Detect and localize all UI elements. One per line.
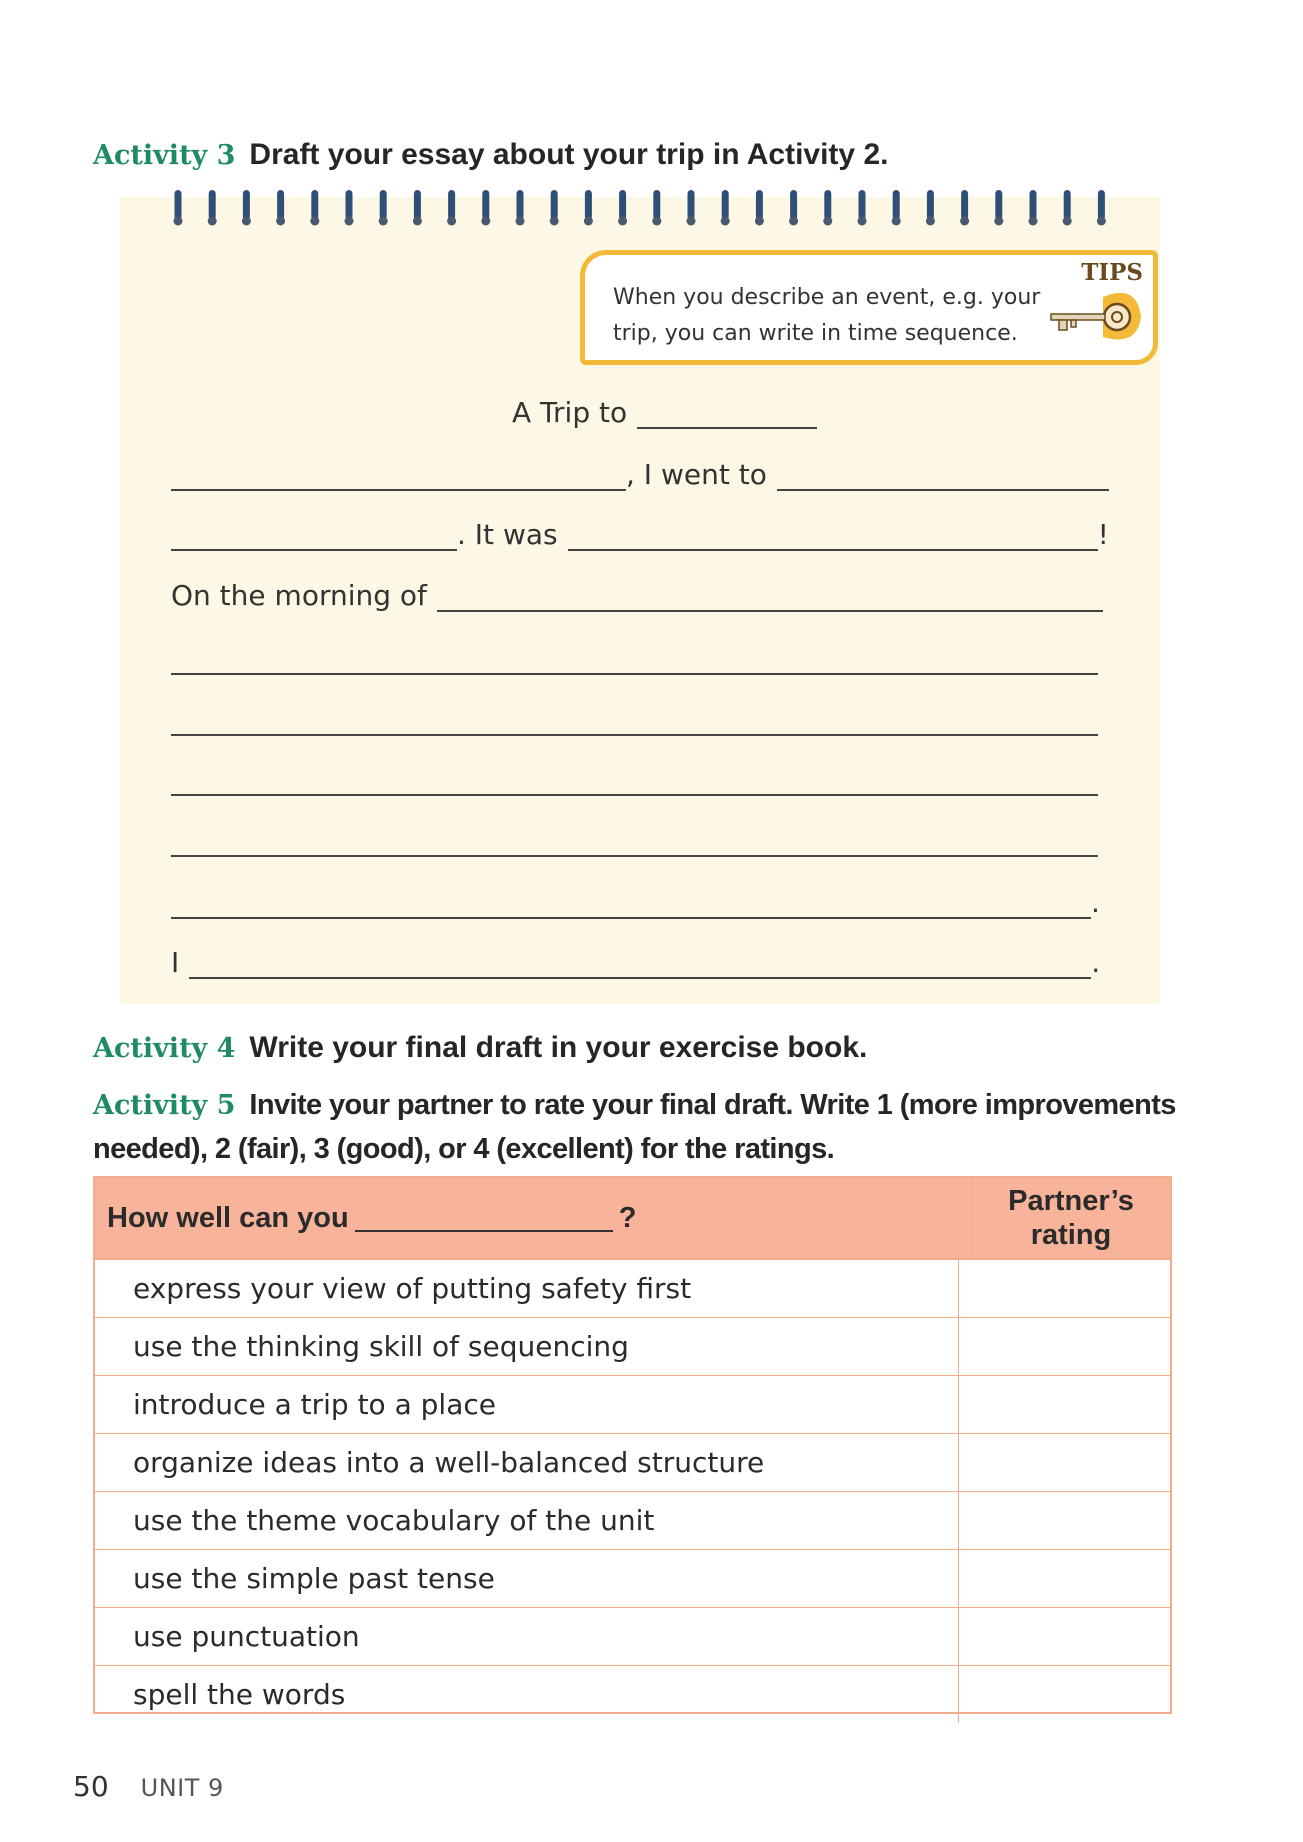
activity-3-heading xyxy=(93,138,1243,172)
writing-line[interactable] xyxy=(171,734,1098,736)
page-footer xyxy=(73,1770,224,1803)
spiral-ring xyxy=(823,190,832,226)
activity-5-instruction-line1: Invite your partner to rate your final draft. Write 1 (more improvements xyxy=(249,1089,1176,1121)
rating-column-header: Partner’s rating xyxy=(1008,1185,1134,1251)
spiral-ring xyxy=(174,190,183,226)
rating-cell[interactable] xyxy=(959,1318,1170,1375)
table-row xyxy=(95,1434,1170,1492)
skill-cell: use the simple past tense xyxy=(95,1550,959,1607)
feeling-blank[interactable] xyxy=(568,521,1098,551)
spiral-ring xyxy=(926,190,935,226)
spiral-ring xyxy=(550,190,559,226)
tips-dashed-border xyxy=(615,255,1123,258)
rating-cell[interactable] xyxy=(959,1608,1170,1665)
activity-5-label: Activity 5 xyxy=(93,1090,236,1121)
spiral-ring xyxy=(310,190,319,226)
essay-line-it-was xyxy=(171,518,1109,551)
spiral-ring xyxy=(1063,190,1072,226)
writing-line[interactable] xyxy=(171,855,1098,857)
essay-title-prefix: A Trip to xyxy=(512,396,628,429)
activity-4-label: Activity 4 xyxy=(93,1033,236,1064)
skill-cell: introduce a trip to a place xyxy=(95,1376,959,1433)
spiral-ring xyxy=(858,190,867,226)
table-row xyxy=(95,1318,1170,1376)
morning-of-text: On the morning of xyxy=(171,579,427,612)
rating-cell[interactable] xyxy=(959,1376,1170,1433)
spiral-ring xyxy=(242,190,251,226)
period-mark: . xyxy=(1091,886,1100,919)
spiral-ring xyxy=(481,190,490,226)
spiral-binding xyxy=(166,188,1126,228)
rating-cell[interactable] xyxy=(959,1550,1170,1607)
activity-4-instruction: Write your final draft in your exercise book. xyxy=(249,1031,868,1064)
header-blank xyxy=(355,1204,613,1232)
spiral-ring xyxy=(789,190,798,226)
spiral-ring xyxy=(276,190,285,226)
spiral-ring xyxy=(208,190,217,226)
table-header xyxy=(95,1178,1170,1260)
unit-label: UNIT 9 xyxy=(140,1774,224,1802)
rating-table xyxy=(93,1176,1172,1714)
spiral-ring xyxy=(652,190,661,226)
trip-destination-blank[interactable] xyxy=(637,399,817,429)
spiral-ring xyxy=(1029,190,1038,226)
rating-cell[interactable] xyxy=(959,1666,1170,1723)
skill-cell: use punctuation xyxy=(95,1608,959,1665)
skill-cell: organize ideas into a well-balanced structure xyxy=(95,1434,959,1491)
activity-5-heading-continued xyxy=(93,1133,1243,1166)
tips-text: When you describe an event, e.g. your trip, you can write in time sequence. xyxy=(613,285,1041,346)
header-prefix: How well can you xyxy=(107,1201,349,1234)
exclaim-mark: ! xyxy=(1097,518,1109,551)
period-mark: . xyxy=(1091,946,1101,979)
spiral-ring xyxy=(516,190,525,226)
writing-line[interactable] xyxy=(171,794,1098,796)
activity-5-heading xyxy=(93,1089,1243,1122)
table-row xyxy=(95,1376,1170,1434)
spiral-ring xyxy=(721,190,730,226)
skill-cell: use the thinking skill of sequencing xyxy=(95,1318,959,1375)
table-row xyxy=(95,1666,1170,1723)
rating-cell[interactable] xyxy=(959,1434,1170,1491)
table-row xyxy=(95,1260,1170,1318)
activity-3-label: Activity 3 xyxy=(93,140,236,171)
essay-title-row xyxy=(512,396,817,429)
spiral-ring xyxy=(892,190,901,226)
tips-box xyxy=(580,250,1158,365)
place-continued-blank[interactable] xyxy=(171,521,457,551)
essay-line-went-to xyxy=(171,458,1109,491)
spiral-ring xyxy=(994,190,1003,226)
table-row xyxy=(95,1492,1170,1550)
spiral-ring xyxy=(687,190,696,226)
tips-title: TIPS xyxy=(1081,259,1143,286)
rating-cell[interactable] xyxy=(959,1260,1170,1317)
conclusion-blank[interactable] xyxy=(189,949,1091,979)
essay-line-morning xyxy=(171,579,1103,612)
activity-4-heading xyxy=(93,1031,1243,1065)
spiral-ring xyxy=(1097,190,1106,226)
spiral-ring xyxy=(447,190,456,226)
place-blank[interactable] xyxy=(777,461,1109,491)
i-text: I xyxy=(171,946,180,979)
key-icon xyxy=(1045,287,1145,347)
spiral-ring xyxy=(413,190,422,226)
date-blank[interactable] xyxy=(171,461,626,491)
writing-line[interactable] xyxy=(171,889,1091,919)
writing-line[interactable] xyxy=(171,673,1098,675)
went-to-text: , I went to xyxy=(626,458,767,491)
spiral-ring xyxy=(584,190,593,226)
activity-3-instruction: Draft your essay about your trip in Activity 2. xyxy=(249,138,889,171)
skill-cell: express your view of putting safety first xyxy=(95,1260,959,1317)
spiral-ring xyxy=(345,190,354,226)
activity-5-instruction-line2: needed), 2 (fair), 3 (good), or 4 (excellent) for the ratings. xyxy=(93,1133,835,1165)
essay-line-end xyxy=(171,886,1100,919)
skill-cell: spell the words xyxy=(95,1666,959,1723)
skill-column-header xyxy=(95,1178,972,1258)
rating-cell[interactable] xyxy=(959,1492,1170,1549)
table-row xyxy=(95,1608,1170,1666)
page-number: 50 xyxy=(73,1770,109,1803)
spiral-ring xyxy=(755,190,764,226)
spiral-ring xyxy=(960,190,969,226)
table-row xyxy=(95,1550,1170,1608)
essay-line-i xyxy=(171,946,1100,979)
it-was-text: . It was xyxy=(457,518,558,551)
skill-cell: use the theme vocabulary of the unit xyxy=(95,1492,959,1549)
spiral-ring xyxy=(618,190,627,226)
morning-blank[interactable] xyxy=(437,582,1103,612)
spiral-ring xyxy=(379,190,388,226)
header-suffix: ? xyxy=(618,1201,637,1234)
